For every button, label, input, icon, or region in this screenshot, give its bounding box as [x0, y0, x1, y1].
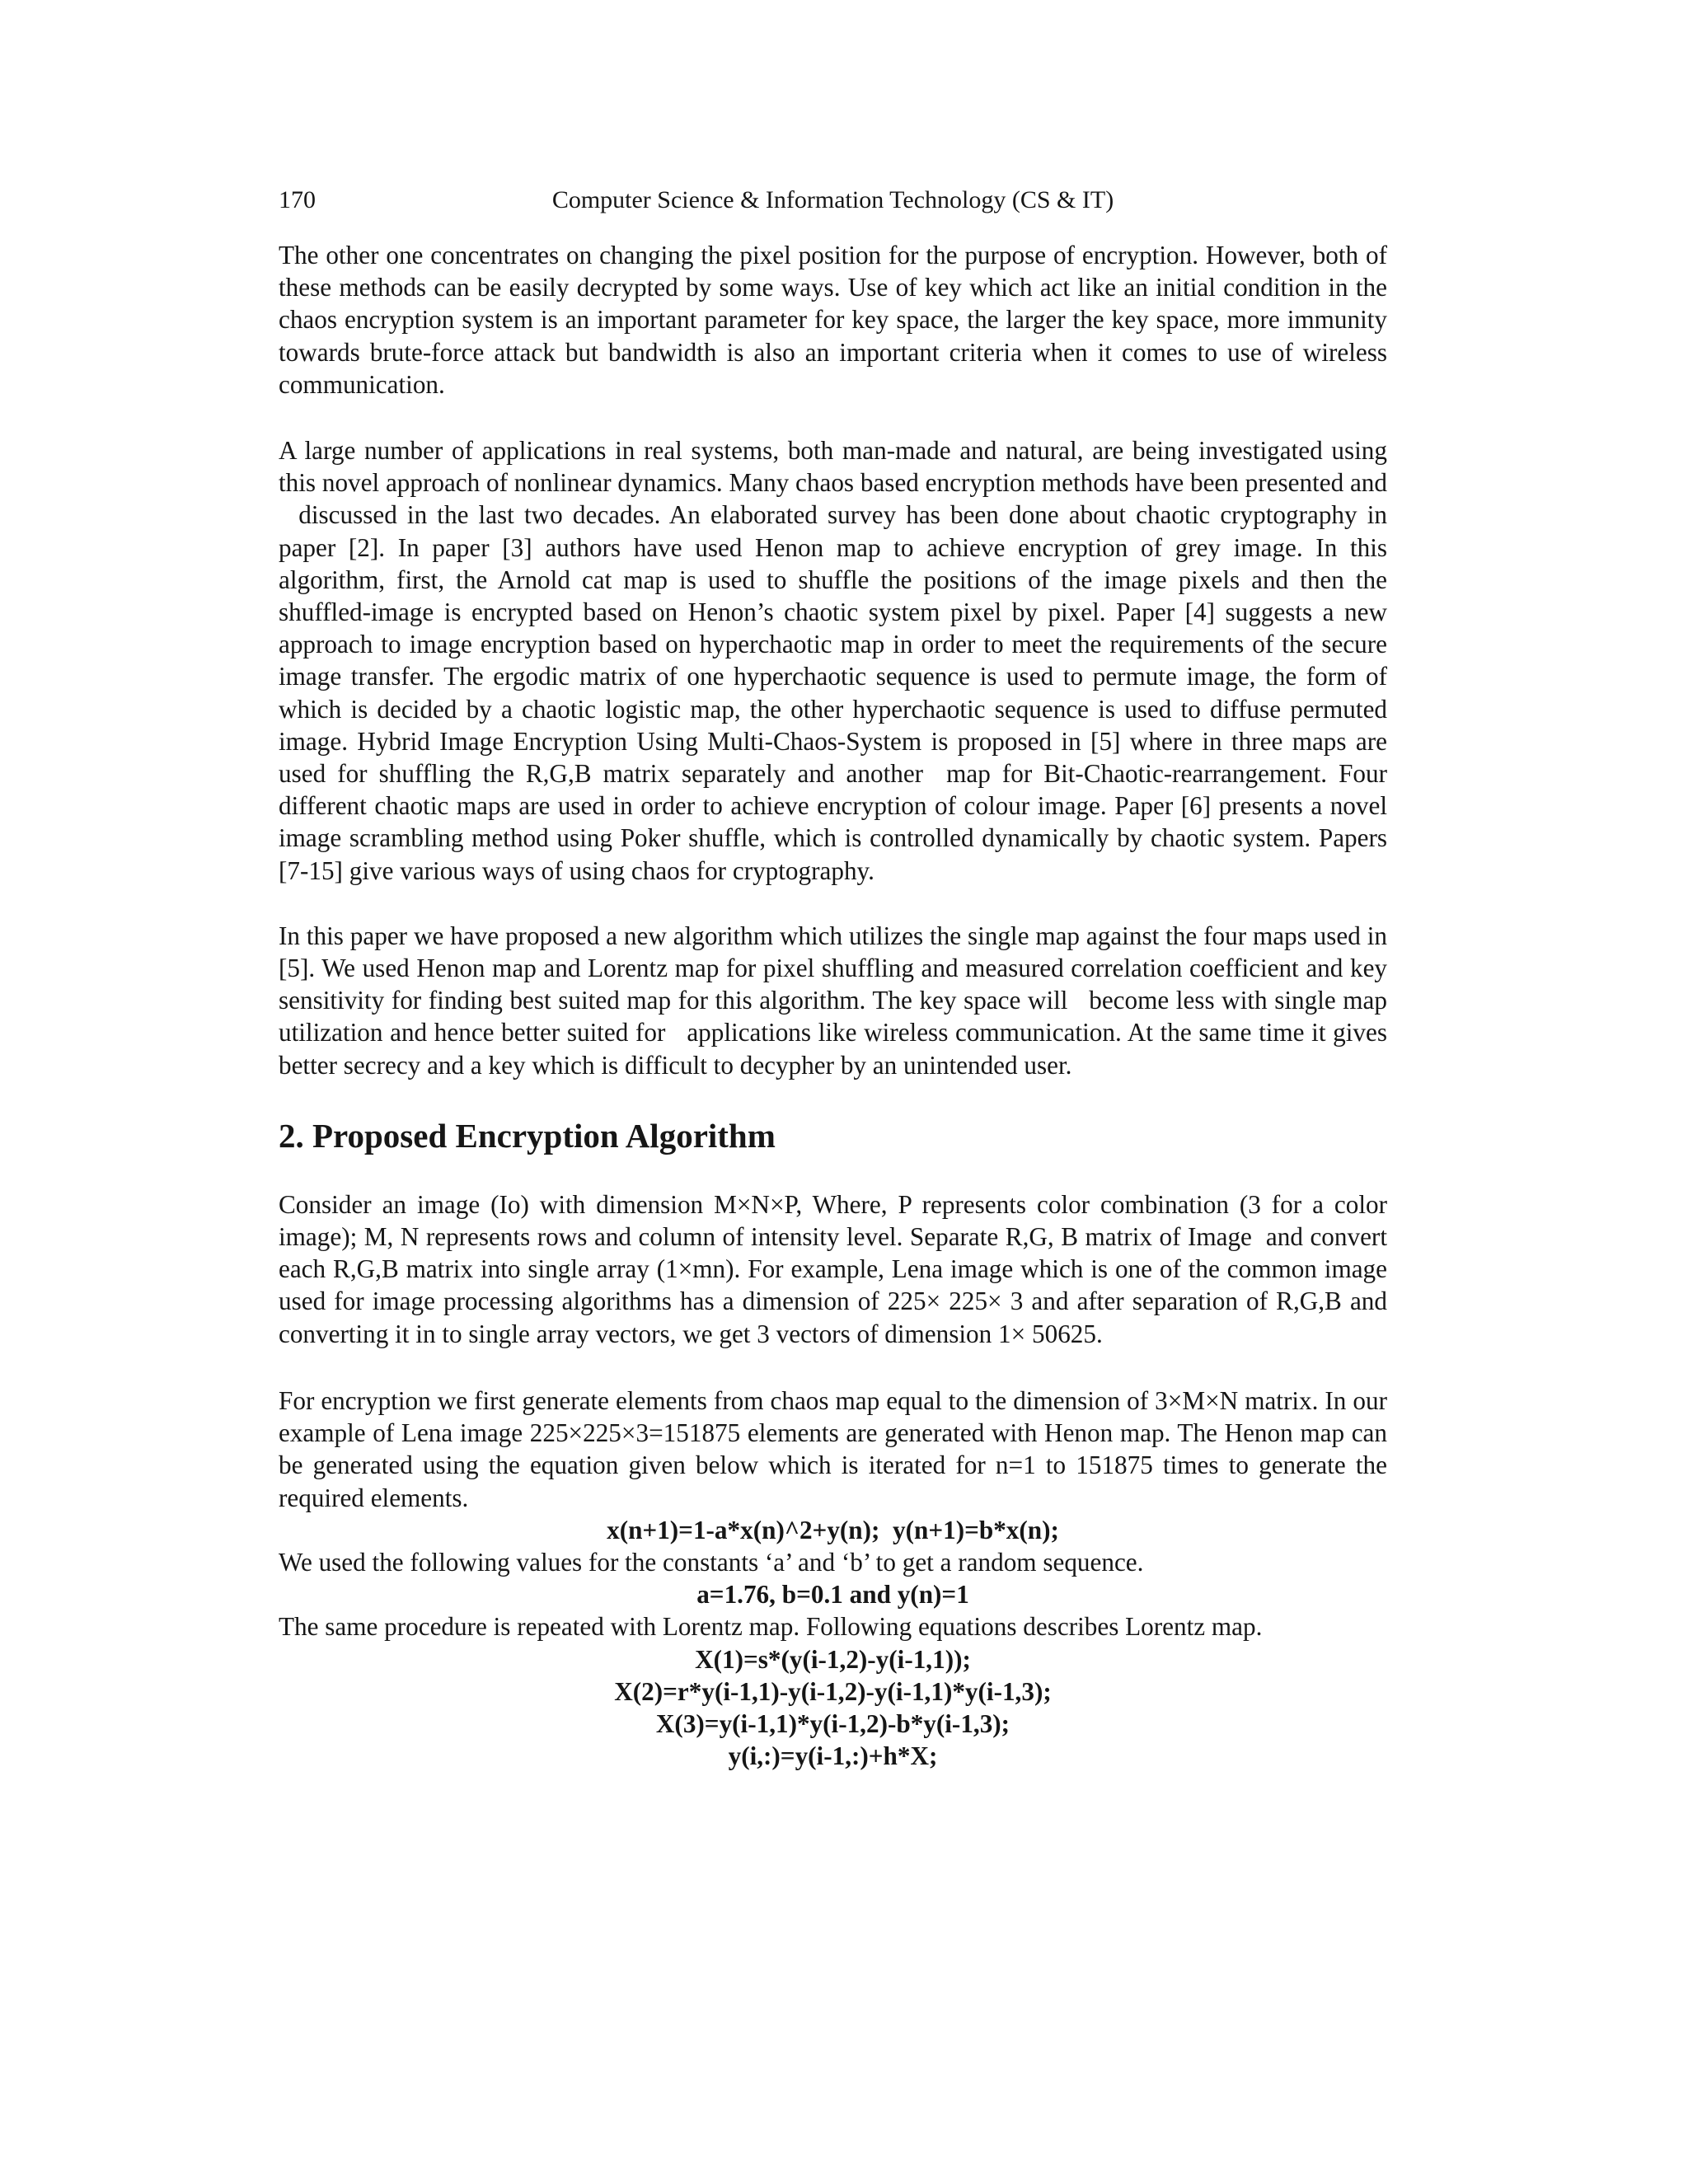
paragraph-lorentz: The same procedure is repeated with Lorentz map. Following equations describes Lorentz map.	[279, 1612, 1263, 1642]
equation-lorentz-2: X(2)=r*y(i-1,1)-y(i-1,2)-y(i-1,1)*y(i-1,3);	[614, 1676, 1052, 1706]
paragraph-constants: We used the following values for the constants ‘a’ and ‘b’ to get a random sequence.	[279, 1547, 1144, 1577]
paragraph-image-dimensions: Consider an image (Io) with dimension M×N×P, Where, P represents color combination (3 for a color image); M, N represents rows and column of intensity level. Separate R,G, B matrix of Image and convert each R,G,B matrix into single array (1×mn). For example, Lena image which is one of the common image used for image processing algorithms has a dimension of 225× 225× 3 and after separation of R,G,B and converting it in to single array vectors, we get 3 vectors of dimension 1× 50625.	[279, 1189, 1387, 1348]
section-heading: 2. Proposed Encryption Algorithm	[279, 1116, 776, 1155]
equation-lorentz-3: X(3)=y(i-1,1)*y(i-1,2)-b*y(i-1,3);	[655, 1708, 1010, 1738]
running-header	[279, 180, 1387, 223]
equation-lorentz-1: X(1)=s*(y(i-1,2)-y(i-1,1));	[695, 1644, 971, 1674]
equation-henon: x(n+1)=1-a*x(n)^2+y(n); y(n+1)=b*x(n);	[607, 1515, 1059, 1544]
paragraph-henon-generation: For encryption we first generate elements from chaos map equal to the dimension of 3×M×N matrix. In our example of Lena image 225×225×3=151875 elements are generated with Henon map. The Henon map can be generated using the equation given below which is iterated for n=1 to 151875 times to generate the required elements.	[279, 1385, 1387, 1512]
paragraph-encryption-intro: The other one concentrates on changing the pixel position for the purpose of encryption. However, both of these methods can be easily decrypted by some ways. Use of key which act like an initial condition in the chaos encryption system is an important parameter for key space, the larger the key space, more immunity towards brute-force attack but bandwidth is also an important criteria when it comes to use of wireless communication.	[279, 241, 1387, 399]
journal-title: Computer Science & Information Technology (CS & IT)	[551, 186, 1114, 213]
equation-lorentz-4: y(i,:)=y(i-1,:)+h*X;	[728, 1741, 938, 1771]
paragraph-related-work: A large number of applications in real systems, both man-made and natural, are being investigated using this novel approach of nonlinear dynamics. Many chaos based encryption methods have been presented and discussed in the last two decades. An elaborated survey has been done about chaotic cryptography in paper [2]. In paper [3] authors have used Henon map to achieve encryption of grey image. In this algorithm, first, the Arnold cat map is used to shuffle the positions of the image pixels and then the shuffled-image is encrypted based on Henon’s chaotic system pixel by pixel. Paper [4] suggests a new approach to image encryption based on hyperchaotic map in order to meet the requirements of the secure image transfer. The ergodic matrix of one hyperchaotic sequence is used to permute image, the form of which is decided by a chaotic logistic map, the other hyperchaotic sequence is used to diffuse permuted image. Hybrid Image Encryption Using Multi-Chaos-System is proposed in [5] where in three maps are used for shuffling the R,G,B matrix separately and another map for Bit-Chaotic-rearrangement. Four different chaotic maps are used in order to achieve encryption of colour image. Paper [6] presents a novel image scrambling method using Poker shuffle, which is controlled dynamically by chaotic system. Papers [7-15] give various ways of using chaos for cryptography.	[279, 436, 1387, 885]
paragraph-proposal: In this paper we have proposed a new algorithm which utilizes the single map against the four maps used in [5]. We used Henon map and Lorentz map for pixel shuffling and measured correlation coefficient and key sensitivity for finding best suited map for this algorithm. The key space will become less with single map utilization and hence better suited for applications like wireless communication. At the same time it gives better secrecy and a key which is difficult to decypher by an unintended user.	[279, 921, 1387, 1080]
equation-constants: a=1.76, b=0.1 and y(n)=1	[696, 1580, 969, 1610]
page-number: 170	[279, 186, 316, 213]
paper-page	[279, 180, 1387, 1772]
